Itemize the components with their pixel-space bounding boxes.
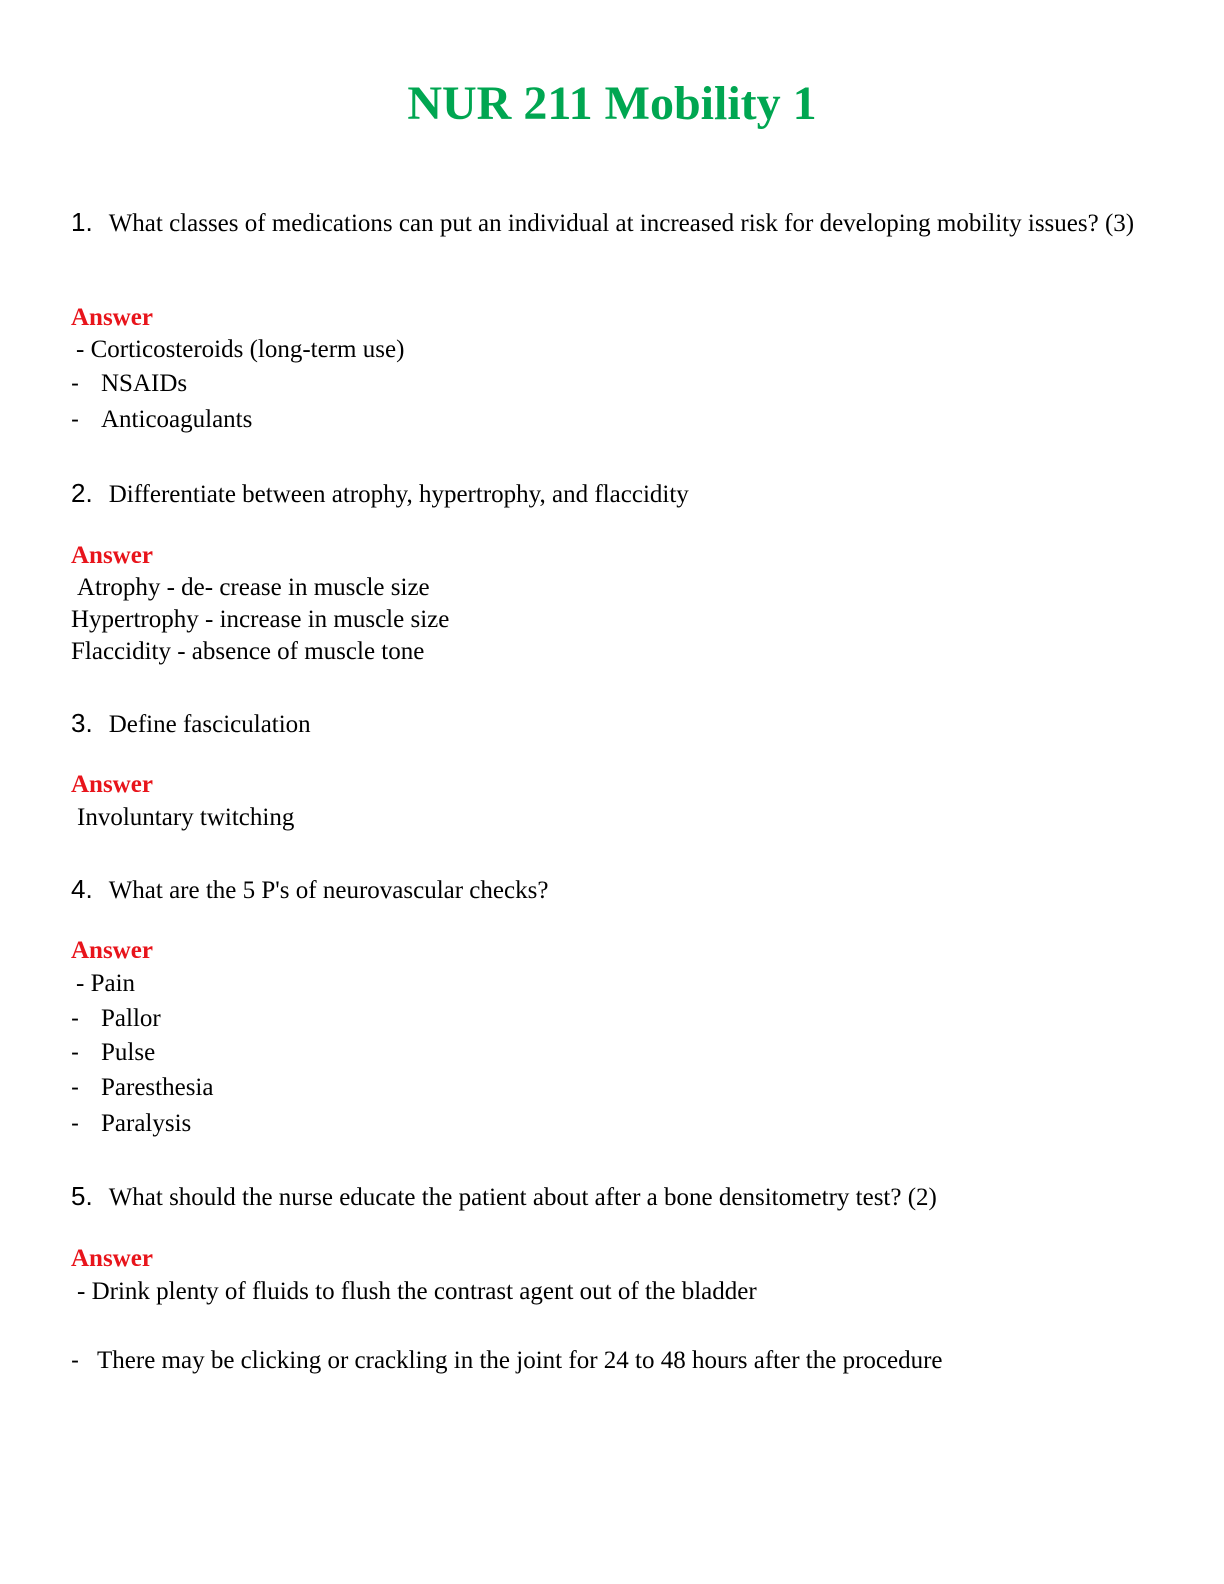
page-title: NUR 211 Mobility 1: [407, 77, 817, 130]
dash-bullet: -: [71, 1074, 79, 1101]
answer-item: Paralysis: [101, 1110, 192, 1137]
question-text: Differentiate between atrophy, hypertrophy, and flaccidity: [108, 481, 689, 508]
answer-item: Atrophy - de- crease in muscle size: [77, 574, 430, 601]
answer-label: Answer: [71, 304, 153, 331]
dash-bullet: -: [71, 1110, 79, 1137]
answer-item: There may be clicking or crackling in the joint for 24 to 48 hours after the procedure: [97, 1347, 943, 1374]
answer-item: Pallor: [101, 1005, 161, 1032]
question-number: 3.: [71, 708, 93, 738]
dash-bullet: -: [71, 1039, 79, 1066]
answer-label: Answer: [71, 771, 153, 798]
question-text: Define fasciculation: [108, 711, 311, 738]
answer-label: Answer: [71, 1245, 153, 1272]
question-number: 1.: [71, 207, 93, 237]
dash-bullet: -: [71, 1347, 79, 1374]
answer-item: - Drink plenty of fluids to flush the contrast agent out of the bladder: [77, 1278, 757, 1305]
question-4: [71, 873, 1151, 907]
answer-item: Pulse: [101, 1039, 156, 1066]
question-5: [71, 1180, 1151, 1214]
answer-item: Anticoagulants: [101, 406, 253, 433]
question-1: [71, 206, 1151, 240]
dash-bullet: -: [71, 406, 79, 433]
answer-item: Flaccidity - absence of muscle tone: [71, 638, 425, 665]
dash-bullet: -: [71, 370, 79, 397]
answer-item: NSAIDs: [101, 370, 188, 397]
question-text: What are the 5 P's of neurovascular checks?: [108, 877, 549, 904]
question-text: What should the nurse educate the patient about after a bone densitometry test? (2): [108, 1184, 937, 1211]
answer-item: Involuntary twitching: [77, 804, 295, 831]
answer-item: Paresthesia: [101, 1074, 214, 1101]
question-3: [71, 707, 1151, 741]
answer-item: - Pain: [76, 970, 136, 997]
question-number: 2.: [71, 478, 93, 508]
answer-label: Answer: [71, 542, 153, 569]
question-number: 5.: [71, 1181, 93, 1211]
answer-item: Hypertrophy - increase in muscle size: [71, 606, 450, 633]
dash-bullet: -: [71, 1005, 79, 1032]
question-number: 4.: [71, 874, 93, 904]
question-text: What classes of medications can put an individual at increased risk for developing mobility issues? (3): [108, 210, 1135, 237]
question-2: [71, 477, 1151, 511]
answer-label: Answer: [71, 937, 153, 964]
answer-item: - Corticosteroids (long-term use): [76, 336, 405, 363]
